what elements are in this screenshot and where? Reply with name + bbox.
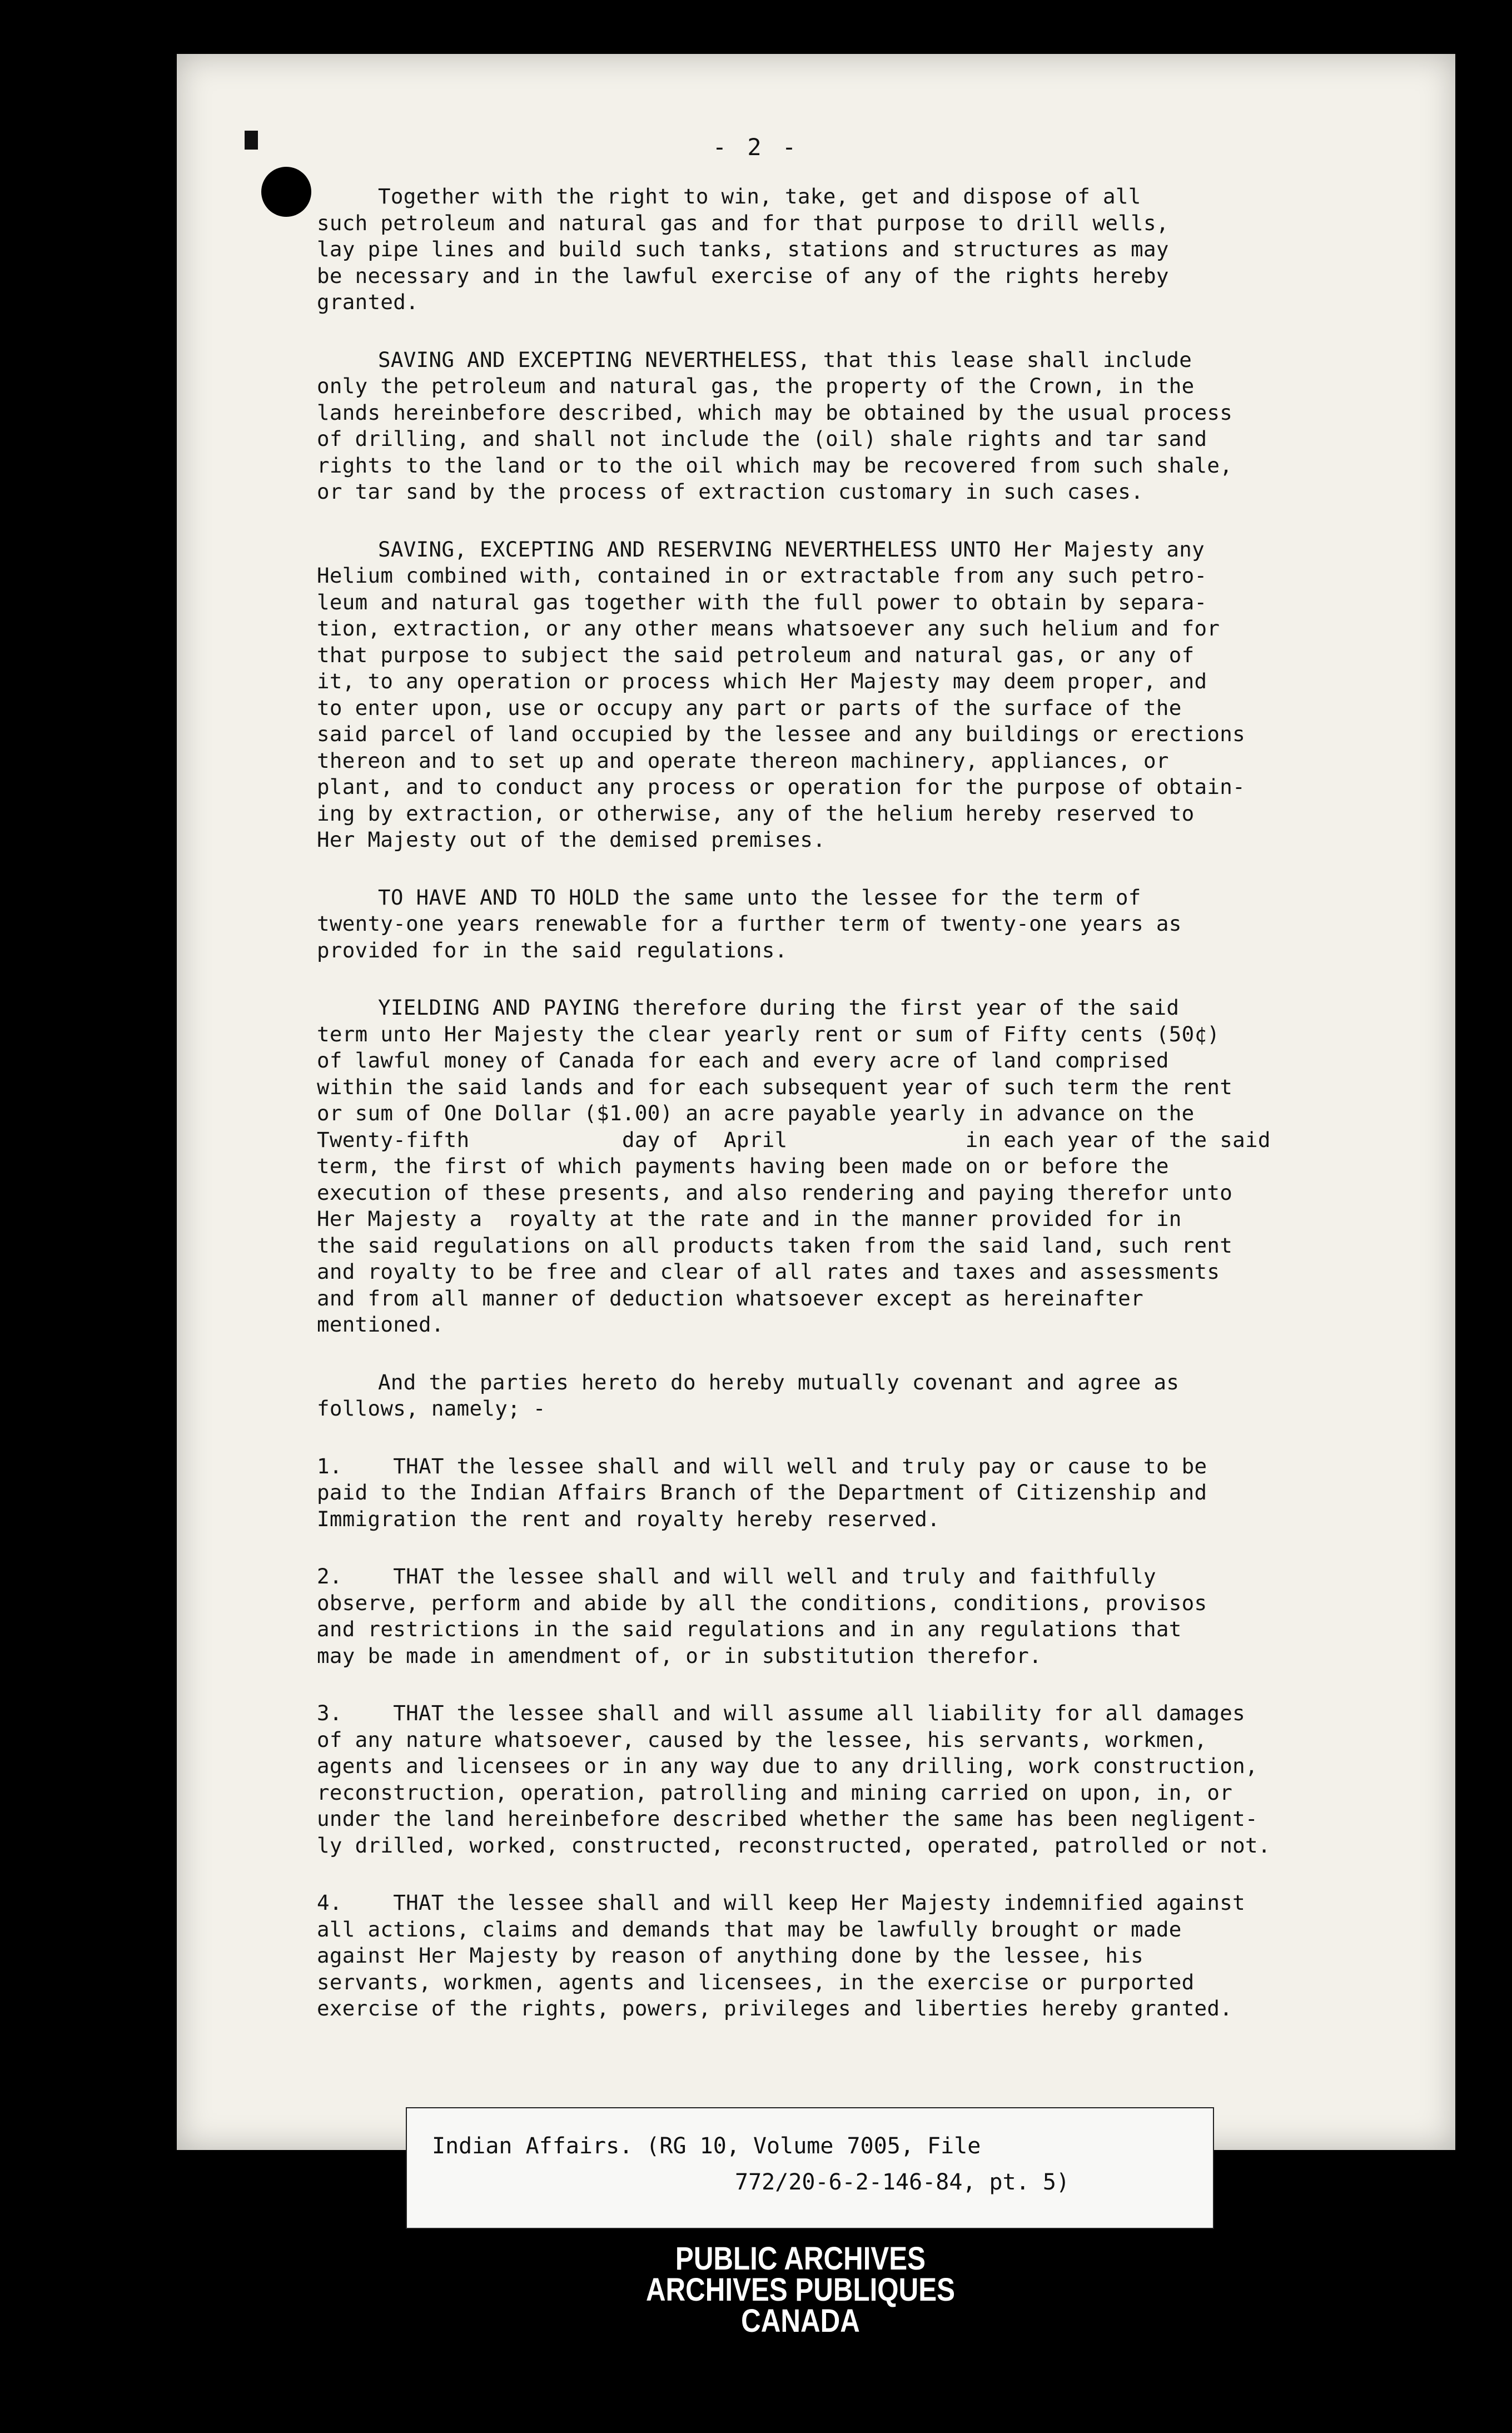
paragraph bbox=[317, 995, 1312, 1338]
text-line: plant, and to conduct any process or operation for the purpose of obtain- bbox=[317, 774, 1246, 799]
stamp-line: PUBLIC ARCHIVES bbox=[675, 2241, 926, 2277]
text-line: Helium combined with, contained in or extractable from any such petro- bbox=[317, 563, 1207, 588]
text-line: lands hereinbefore described, which may be obtained by the usual process bbox=[317, 400, 1233, 425]
text-line: that purpose to subject the said petroleum and natural gas, or any of bbox=[317, 642, 1195, 667]
paragraph bbox=[317, 1700, 1312, 1859]
text-line: SAVING, EXCEPTING AND RESERVING NEVERTHELESS UNTO Her Majesty any bbox=[378, 537, 1205, 562]
text-line: against Her Majesty by reason of anything done by the lessee, his bbox=[317, 1943, 1143, 1968]
text-line: YIELDING AND PAYING therefore during the first year of the said bbox=[378, 995, 1180, 1020]
text-line: rights to the land or to the oil which may be recovered from such shale, bbox=[317, 453, 1233, 478]
text-line: may be made in amendment of, or in substitution therefor. bbox=[317, 1643, 1042, 1668]
text-line: such petroleum and natural gas and for that purpose to drill wells, bbox=[317, 210, 1169, 235]
text-line: Her Majesty a royalty at the rate and in the manner provided for in bbox=[317, 1206, 1182, 1231]
text-line: and restrictions in the said regulations and in any regulations that bbox=[317, 1617, 1182, 1641]
paragraph bbox=[317, 1369, 1312, 1422]
text-line: under the land hereinbefore described whether the same has been negligent- bbox=[317, 1806, 1258, 1831]
text-line: 1. THAT the lessee shall and will well and truly pay or cause to be bbox=[317, 1453, 1207, 1478]
text-line: it, to any operation or process which Her Majesty may deem proper, and bbox=[317, 669, 1207, 693]
text-line: agents and licensees or in any way due to any drilling, work construction, bbox=[317, 1754, 1258, 1778]
punch-hole bbox=[261, 167, 311, 217]
text-line: granted. bbox=[317, 290, 419, 314]
stamp-line: CANADA bbox=[741, 2303, 860, 2339]
text-line: to enter upon, use or occupy any part or parts of the surface of the bbox=[317, 695, 1182, 720]
paragraph bbox=[317, 1563, 1312, 1669]
text-line: TO HAVE AND TO HOLD the same unto the lessee for the term of bbox=[378, 885, 1141, 910]
text-line: within the said lands and for each subsequent year of such term the rent bbox=[317, 1074, 1233, 1099]
text-line: of lawful money of Canada for each and every acre of land comprised bbox=[317, 1048, 1169, 1072]
text-line: servants, workmen, agents and licensees, in the exercise or purported bbox=[317, 1969, 1195, 1994]
text-line: and royalty to be free and clear of all rates and taxes and assessments bbox=[317, 1259, 1220, 1284]
text-line: follows, namely; - bbox=[317, 1396, 546, 1421]
text-line: twenty-one years renewable for a further term of twenty-one years as bbox=[317, 911, 1182, 936]
text-line: Immigration the rent and royalty hereby reserved. bbox=[317, 1506, 940, 1531]
text-line: the said regulations on all products taken from the said land, such rent bbox=[317, 1233, 1233, 1258]
text-line: 3. THAT the lessee shall and will assume all liability for all damages bbox=[317, 1701, 1246, 1725]
paragraph bbox=[317, 537, 1312, 853]
text-line: tion, extraction, or any other means whatsoever any such helium and for bbox=[317, 616, 1220, 640]
text-line: exercise of the rights, powers, privileges and liberties hereby granted. bbox=[317, 1996, 1233, 2020]
text-line: execution of these presents, and also rendering and paying therefor unto bbox=[317, 1180, 1233, 1205]
text-line: paid to the Indian Affairs Branch of the Department of Citizenship and bbox=[317, 1480, 1207, 1505]
text-line: And the parties hereto do hereby mutually covenant and agree as bbox=[378, 1369, 1180, 1394]
text-line: Together with the right to win, take, get and dispose of all bbox=[378, 184, 1141, 208]
archive-label-line-2: 772/20-6-2-146-84, pt. 5) bbox=[735, 2169, 1070, 2195]
text-line: Twenty-fifth day of April in each year of the said bbox=[317, 1127, 1271, 1152]
archive-label bbox=[406, 2107, 1214, 2229]
text-line: 4. THAT the lessee shall and will keep Her Majesty indemnified against bbox=[317, 1890, 1246, 1915]
text-line: term, the first of which payments having been made on or before the bbox=[317, 1154, 1169, 1178]
text-line: ing by extraction, or otherwise, any of the helium hereby reserved to bbox=[317, 801, 1195, 826]
stamp-line: ARCHIVES PUBLIQUES bbox=[645, 2272, 956, 2308]
text-line: said parcel of land occupied by the lessee and any buildings or erections bbox=[317, 722, 1246, 746]
text-line: be necessary and in the lawful exercise of any of the rights hereby bbox=[317, 263, 1169, 288]
text-line: provided for in the said regulations. bbox=[317, 937, 788, 962]
text-line: ly drilled, worked, constructed, reconstructed, operated, patrolled or not. bbox=[317, 1833, 1271, 1858]
text-line: observe, perform and abide by all the conditions, conditions, provisos bbox=[317, 1590, 1207, 1615]
paragraph bbox=[317, 1453, 1312, 1533]
archives-stamp bbox=[589, 2243, 1012, 2337]
lease-text bbox=[317, 183, 1312, 2053]
text-line: of drilling, and shall not include the (oil) shale rights and tar sand bbox=[317, 426, 1207, 451]
text-line: 2. THAT the lessee shall and will well and truly and faithfully bbox=[317, 1564, 1156, 1588]
paragraph bbox=[317, 347, 1312, 505]
text-line: or sum of One Dollar ($1.00) an acre payable yearly in advance on the bbox=[317, 1101, 1195, 1125]
text-line: mentioned. bbox=[317, 1312, 444, 1337]
text-line: only the petroleum and natural gas, the property of the Crown, in the bbox=[317, 374, 1195, 398]
text-line: thereon and to set up and operate thereon machinery, appliances, or bbox=[317, 748, 1169, 773]
text-line: of any nature whatsoever, caused by the lessee, his servants, workmen, bbox=[317, 1727, 1207, 1752]
text-line: leum and natural gas together with the full power to obtain by separa- bbox=[317, 589, 1207, 614]
paragraph bbox=[317, 885, 1312, 964]
paragraph bbox=[317, 1890, 1312, 2022]
text-line: reconstruction, operation, patrolling and mining carried on upon, in, or bbox=[317, 1780, 1233, 1805]
page-number: - 2 - bbox=[712, 133, 800, 161]
text-line: Her Majesty out of the demised premises. bbox=[317, 827, 826, 852]
archive-label-line-1: Indian Affairs. (RG 10, Volume 7005, File bbox=[432, 2133, 981, 2159]
text-line: and from all manner of deduction whatsoever except as hereinafter bbox=[317, 1285, 1143, 1310]
paragraph bbox=[317, 183, 1312, 316]
text-line: term unto Her Majesty the clear yearly rent or sum of Fifty cents (50¢) bbox=[317, 1021, 1220, 1046]
text-line: or tar sand by the process of extraction customary in such cases. bbox=[317, 479, 1143, 504]
text-line: all actions, claims and demands that may be lawfully brought or made bbox=[317, 1916, 1182, 1942]
text-line: lay pipe lines and build such tanks, stations and structures as may bbox=[317, 237, 1169, 261]
text-line: SAVING AND EXCEPTING NEVERTHELESS, that this lease shall include bbox=[378, 347, 1192, 372]
